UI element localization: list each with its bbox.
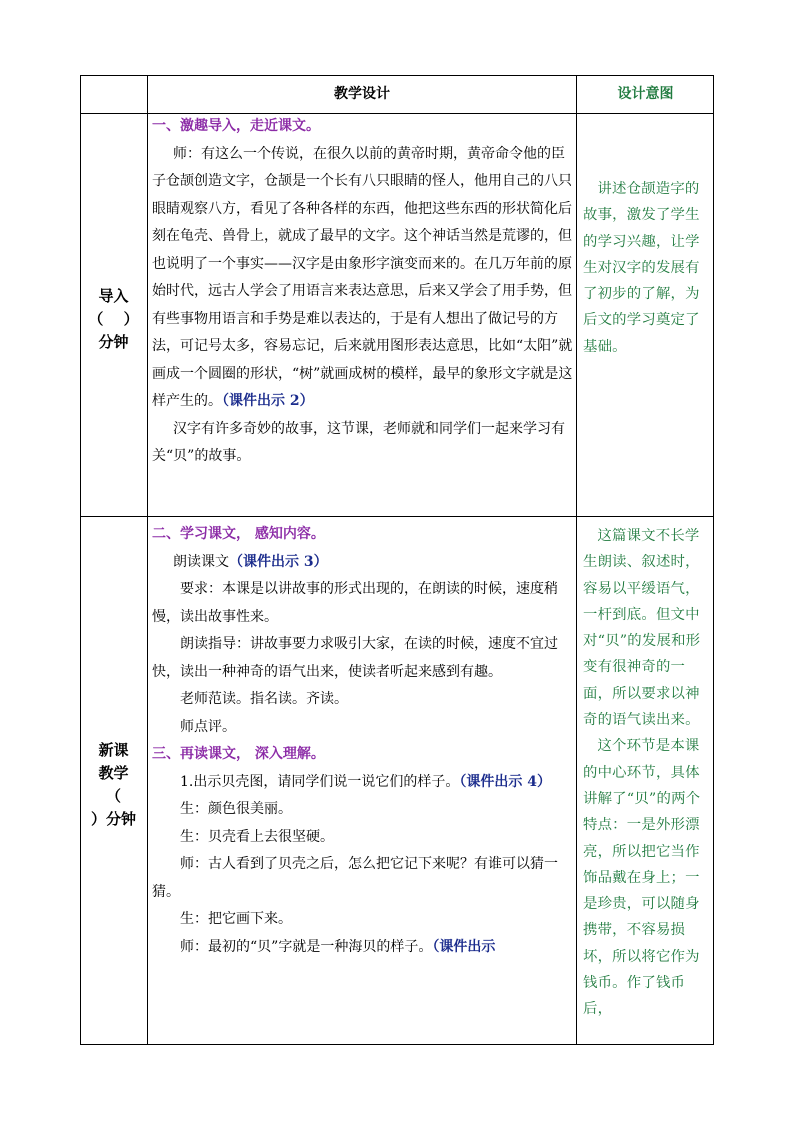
read-aloud-line: [152, 549, 576, 577]
stage-label-lesson-line2: 教学: [98, 764, 129, 782]
intro-paragraph-2: 汉字有许多奇妙的故事，这节课，老师就和同学们一起来学习有关“贝”的故事。: [152, 420, 565, 464]
student-answer-1: 生：颜色很美丽。: [180, 801, 292, 817]
student-answer-2: 生：贝壳看上去很坚硬。: [180, 828, 334, 845]
stage-label-intro-line3: 分钟: [98, 333, 129, 351]
intro-paragraph-1: [152, 141, 576, 416]
lesson-intent: [583, 523, 714, 1023]
courseware-ref-2: （课件出示 2）: [222, 393, 314, 409]
teacher-explanation: [152, 934, 576, 962]
intro-intent: [583, 176, 714, 360]
intro-content: [152, 113, 576, 471]
stage-label-intro-line2: （ ）: [88, 310, 139, 328]
courseware-ref-4: （课件出示 4）: [459, 773, 551, 790]
teacher-comment: 师点评。: [180, 718, 236, 735]
intro-intent-text: 讲述仓颉造字的故事，激发了学生的学习兴趣，让学生对汉字的发展有了初步的了解，为后文的学习奠定了基础。: [583, 181, 700, 355]
lesson-plan-table: [80, 75, 714, 1045]
section-heading-1: 一、激趣导入，走近课文。: [152, 118, 320, 134]
table-col-divider-2: [576, 75, 577, 1045]
table-col-divider-1: [147, 75, 148, 1045]
stage-label-lesson-line3: （: [105, 787, 121, 805]
section-heading-3: 三、再读课文， 深入理解。: [152, 746, 325, 762]
header-teaching-design: 教学设计: [334, 86, 390, 102]
stage-label-lesson-line4: ）分钟: [90, 810, 136, 828]
reading-demo: 老师范读。指名读。齐读。: [180, 691, 348, 707]
stage-label-intro: [80, 285, 147, 354]
header-design-intent: 设计意图: [617, 86, 674, 102]
table-border-bottom: [80, 1044, 714, 1045]
stage-label-lesson: [80, 739, 147, 831]
reading-requirement: 要求：本课是以讲故事的形式出现的，在朗读的时候，速度稍慢，读出故事性来。: [152, 581, 558, 625]
stage-label-lesson-line1: 新课: [98, 741, 129, 759]
question-1: [152, 769, 576, 797]
read-aloud-label: 朗读课文: [173, 553, 229, 570]
teacher-question-2: 师：古人看到了贝壳之后，怎么把它记下来呢？有谁可以猜一猜。: [152, 856, 558, 900]
lesson-intent-para-2: 这个环节是本课的中心环节，具体讲解了“贝”的两个特点：一是外形漂亮，所以把它当作饰品戴在身上；一是珍贵，可以随身携带，不容易损坏，所以将它作为钱币。作了钱币后，: [583, 738, 701, 1018]
question-1-text: 1.出示贝壳图，请同学们说一说它们的样子。: [180, 773, 460, 790]
section-heading-2: 二、学习课文， 感知内容。: [152, 526, 325, 542]
courseware-ref-3: （课件出示 3）: [229, 553, 328, 570]
table-border-left: [80, 75, 81, 1045]
courseware-ref-5: （课件出示: [432, 938, 496, 955]
teacher-explanation-text: 师：最初的“贝”字就是一种海贝的样子。: [180, 938, 433, 955]
table-row-divider-stage: [80, 516, 714, 517]
lesson-content: [152, 521, 576, 961]
reading-guidance: 朗读指导：讲故事要力求吸引大家，在读的时候，速度不宜过快，读出一种神奇的语气出来，使读者听起来感到有趣。: [152, 636, 558, 680]
stage-label-intro-line1: 导入: [98, 287, 129, 305]
lesson-intent-para-1: 这篇课文不长学生朗读、叙述时，容易以平缓语气，一杆到底。但文中对“贝”的发展和形变有很神奇的一面，所以要求以神奇的语气读出来。: [583, 528, 701, 729]
intro-paragraph-1-text: 师：有这么一个传说，在很久以前的黄帝时期，黄帝命令他的臣子仓颉创造文字，仓颉是一个长有八只眼睛的怪人，他用自己的八只眼睛观察八方，看见了各种各样的东西，他把这些东西的形状简化后刻在龟壳、兽骨上，就成了最早的文字。这个神话当然是荒谬的，但也说明了一个事实——汉字是由象形字演变而来的。在几万年前的原始时代，远古人学会了用语言来表达意思，后来又学会了用手势，但有些事物用语言和手势是难以表达的，于是有人想出了做记号的方法，可记号太多，容易忘记，后来就用图形表达意思，比如“太阳”就画成一个圆圈的形状，“树”就画成树的模样，最早的象形文字就是这样产生的。: [152, 145, 573, 409]
student-answer-3: 生：把它画下来。: [180, 911, 292, 927]
